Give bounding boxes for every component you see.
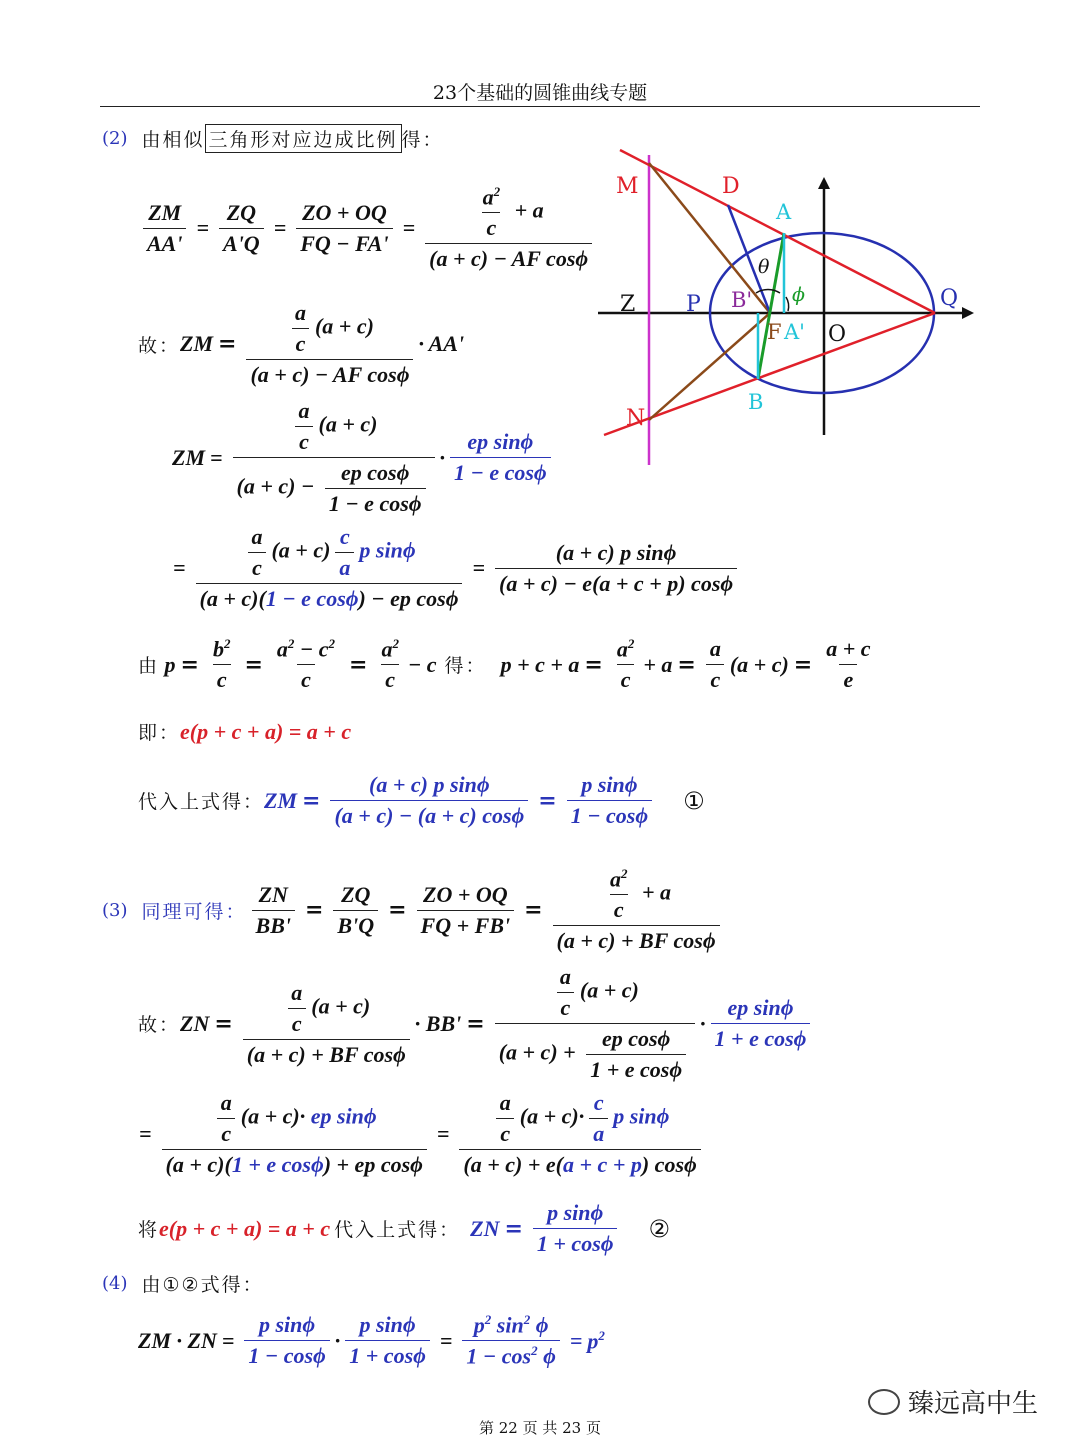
label-a: A — [776, 200, 792, 224]
label-f: F — [767, 320, 782, 344]
label-n: N — [626, 406, 646, 431]
label-o: O — [828, 322, 847, 347]
section2-intro-boxed: 三角形对应边成比例 — [205, 124, 402, 153]
equation-zm-1: 故： ZM = $\frac{a}{c}$ (a + c) (a + c) − AF cosϕ · AA' — [138, 300, 465, 387]
line-mq — [620, 150, 935, 313]
equation-zn-final: 将 e(p + c + a) = a + c 代入上式得： ZN = $\frac{\text{p sinϕ}}{1 + \cos\phi}$ ② — [138, 1200, 670, 1256]
label-a-prime: A' — [784, 320, 805, 344]
page-footer: 第 22 页 共 23 页 — [478, 1419, 601, 1437]
chord-ab — [758, 233, 784, 379]
x-axis-arrow-icon — [962, 307, 974, 319]
section2-intro-post: 得： — [401, 129, 444, 151]
phi-arc — [786, 297, 789, 311]
page-header-title: 23个基础的圆锥曲线专题 — [432, 82, 648, 104]
wechat-icon — [868, 1389, 900, 1415]
equation-zn-1: 故： ZN = $\frac{a}{c}$ (a + c) (a + c) + BF cosϕ · BB' = $\frac{a}{c}$ (a + c) (a + c) + $\frac{\text{ep cosϕ}}{\text{1 + e cosϕ}}$ · $\frac{\text{ep sinϕ}}{\text{1 + e cosϕ}}$ — [138, 964, 815, 1083]
watermark-text: 臻远高中生 — [908, 1389, 1039, 1419]
label-q: Q — [940, 286, 959, 311]
equation-ji: 即： e(p + c + a) = a + c — [138, 718, 352, 744]
label-b-prime: B' — [731, 288, 753, 312]
y-axis-arrow-icon — [818, 177, 830, 189]
section2-intro-pre: 由相似 — [141, 129, 205, 151]
section3-label: (3) — [102, 899, 128, 921]
equation-zm-3: = $\frac{a}{c}$ (a + c) $\frac{c}{a}$ p sinϕ (a + c)(1 − e cosϕ) − ep cosϕ = $\frac{\text{(a + c) p sinϕ}}{(a + c) - e(a + c + p) \cos\phi}$ — [168, 524, 742, 612]
label-p: P — [686, 292, 701, 317]
jiang-label: 将 — [138, 1219, 160, 1241]
watermark — [868, 1383, 1038, 1420]
equation-zm-final: 代入上式得： ZM = $\frac{\text{(a + c) p sinϕ}}{(a + c) - (a + c) \cos\phi}$ = $\frac{\text{p sinϕ}}{1 - \cos\phi}$ ① — [138, 772, 705, 828]
de-label: 得： — [444, 655, 487, 678]
equation-ratio-zm: $\frac{ZM}{AA'}$ = $\frac{ZQ}{A'Q}$ = $\frac{ZO + OQ}{FQ - FA'}$ = $\frac{a^2}{c}$ + a (a + c) − AF cosϕ — [138, 184, 597, 272]
label-theta: θ — [758, 256, 770, 278]
section3-intro: 同理可得： — [141, 900, 247, 923]
equation-product: ZM · ZN = $\frac{\text{p sinϕ}}{1 - \cos\phi}$ · $\frac{\text{p sinϕ}}{1 + \cos\phi}$ = $\frac{p^2 \sin^2 \phi}{1 - \cos^2 \phi}$ = $p^2$ — [138, 1312, 605, 1369]
gu-label: 故： — [138, 334, 181, 357]
circle-one: ① — [683, 786, 705, 815]
section2-intro — [102, 124, 444, 153]
dairu2-label: 代入上式得： — [334, 1219, 461, 1241]
label-z: Z — [620, 292, 636, 317]
label-d: D — [722, 174, 740, 199]
equation-zn-2: = $\frac{a}{c}$ (a + c)· ep sinϕ (a + c)(1 + e cosϕ) + ep cosϕ = $\frac{a}{c}$ (a + c)· $\frac{c}{a}$ p sinϕ (a + c) + e(a + c + p) cosϕ — [134, 1090, 706, 1178]
label-m: M — [616, 174, 639, 199]
dairu-label: 代入上式得： — [138, 791, 265, 813]
header-divider — [100, 106, 980, 107]
section4-label: (4) — [102, 1273, 128, 1294]
section4-intro — [102, 1270, 264, 1297]
label-phi: ϕ — [792, 284, 805, 306]
equation-p: 由 p = $\frac{b^2}{c}$ = $\frac{a^2 - c^2}{c}$ = $\frac{a^2}{c}$ − c 得： p + c + a = $\frac{a^2}{c}$ + a = $\frac{a}{c}$ (a + c) = $\frac{a + c}{e}$ — [138, 636, 871, 693]
equation-zm-2: ZM = $\frac{a}{c}$ (a + c) (a + c) − $\frac{\text{ep cosϕ}}{\text{1 − e cosϕ}}$ · $\frac{\text{ep sinϕ}}{\text{1 − e cosϕ}}$ — [172, 398, 556, 517]
label-b: B — [748, 390, 764, 414]
you-label: 由 — [138, 655, 160, 678]
ellipse-geometry-diagram — [590, 135, 980, 475]
section2-label: (2) — [102, 128, 128, 149]
gu-label-2: 故： — [138, 1014, 181, 1036]
section4-intro-text: 由①②式得： — [141, 1274, 264, 1296]
theta-arc — [756, 289, 780, 293]
ji-label: 即： — [138, 722, 181, 744]
equation-ratio-zn: (3) 同理可得： $\frac{ZN}{BB'}$ = $\frac{ZQ}{B'Q}$ = $\frac{ZO + OQ}{FQ + FB'}$ = $\frac{a^2}{c}$ + a (a + c) + BF cosϕ — [102, 866, 725, 954]
circle-two: ② — [648, 1214, 670, 1243]
